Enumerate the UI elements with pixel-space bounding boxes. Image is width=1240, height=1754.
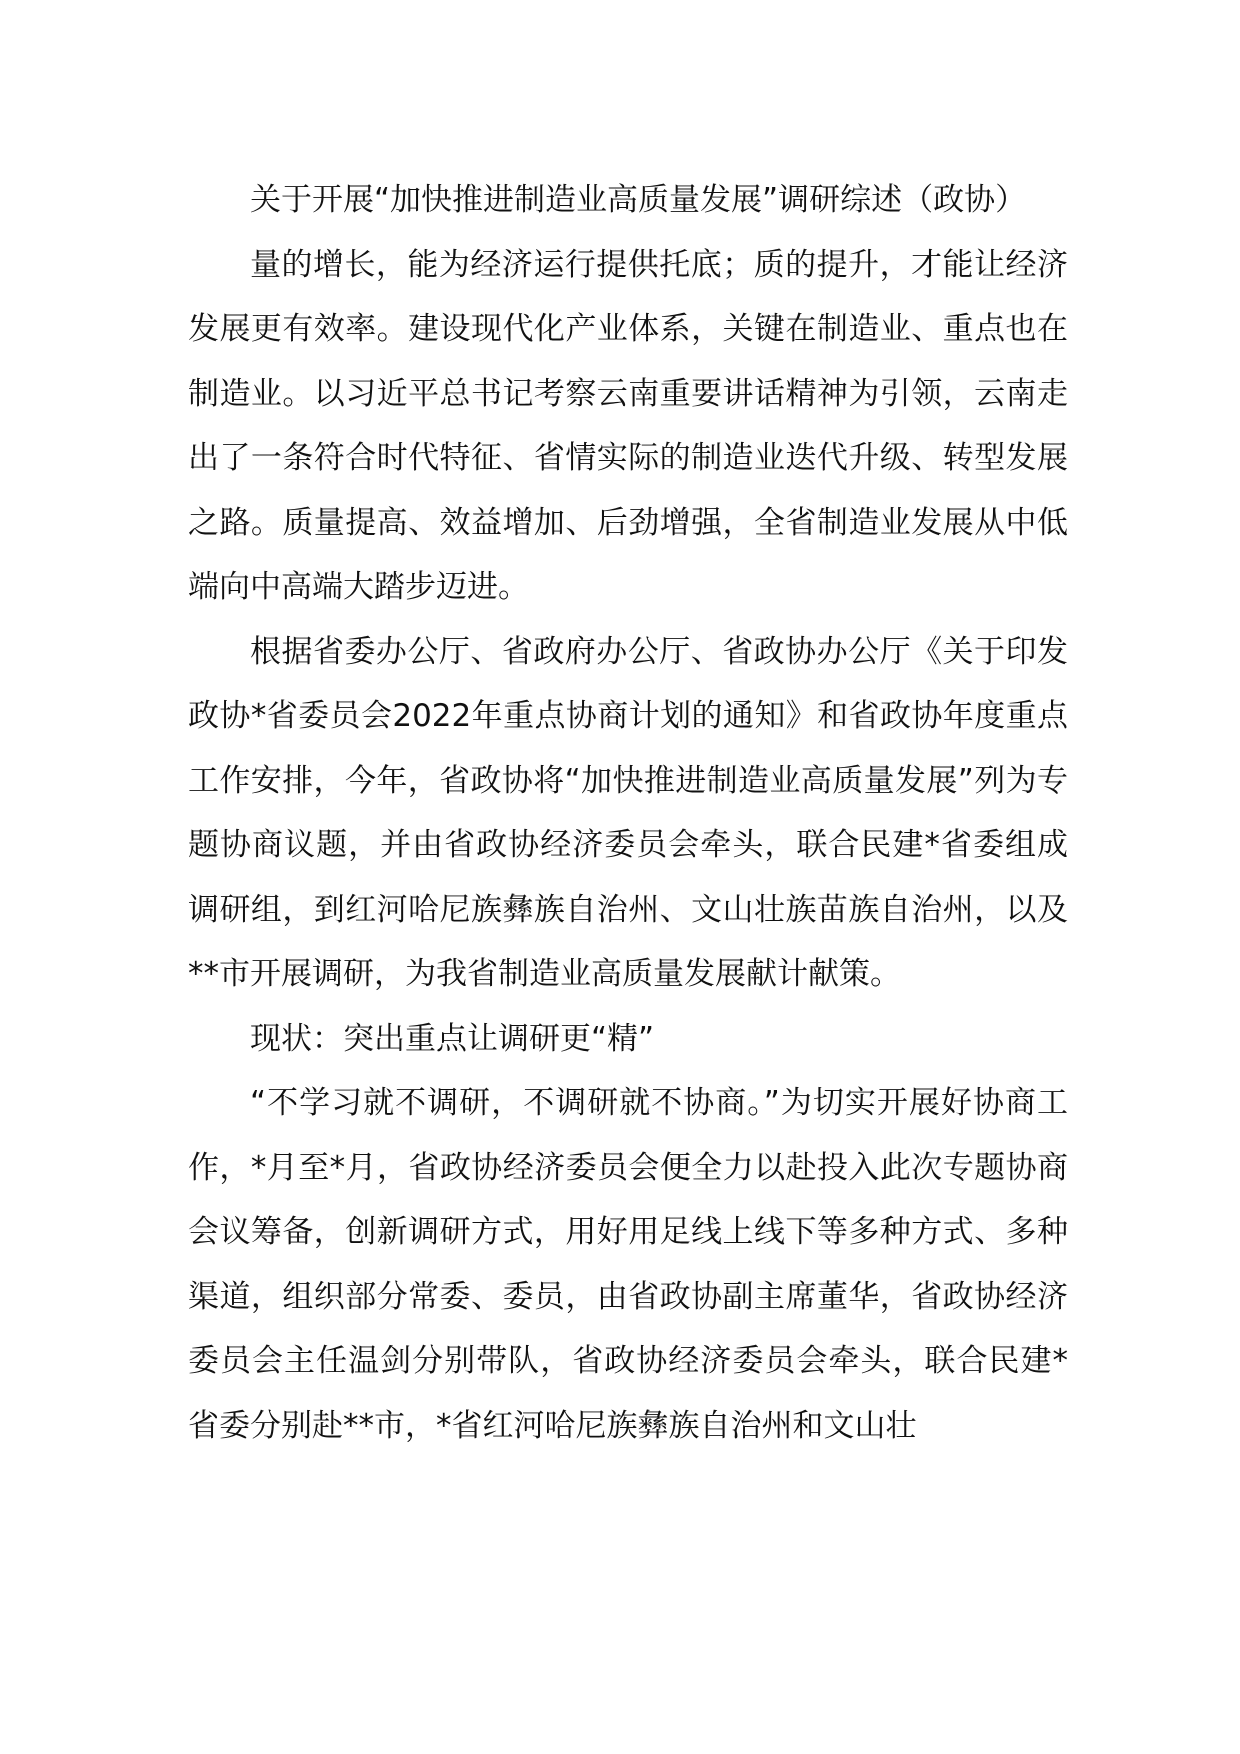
document-body: [188, 168, 1068, 1458]
paragraph-2: 根据省委办公厅、省政府办公厅、省政协办公厅《关于印发政协*省委员会2022年重点协商计划的通知》和省政协年度重点工作安排，今年，省政协将“加快推进制造业高质量发展”列为专题协商议题，并由省政协经济委员会牵头，联合民建*省委组成调研组，到红河哈尼族彝族自治州、文山壮族苗族自治州，以及**市开展调研，为我省制造业高质量发展献计献策。: [188, 633, 1068, 992]
paragraph-1: 量的增长，能为经济运行提供托底；质的提升，才能让经济发展更有效率。建设现代化产业体系，关键在制造业、重点也在制造业。以习近平总书记考察云南重要讲话精神为引领，云南走出了一条符合时代特征、省情实际的制造业迭代升级、转型发展之路。质量提高、效益增加、后劲增强，全省制造业发展从中低端向中高端大踏步迈进。: [188, 246, 1068, 605]
section-heading: 现状：突出重点让调研更“精”: [250, 1020, 655, 1057]
paragraph-3: “不学习就不调研，不调研就不协商。”为切实开展好协商工作，*月至*月，省政协经济委员会便全力以赴投入此次专题协商会议筹备，创新调研方式，用好用足线上线下等多种方式、多种渠道，组织部分常委、委员，由省政协副主席董华，省政协经济委员会主任温剑分别带队，省政协经济委员会牵头，联合民建*省委分别赴**市，*省红河哈尼族彝族自治州和文山壮: [188, 1085, 1068, 1444]
document-title: 关于开展“加快推进制造业高质量发展”调研综述（政协）: [250, 182, 1027, 218]
